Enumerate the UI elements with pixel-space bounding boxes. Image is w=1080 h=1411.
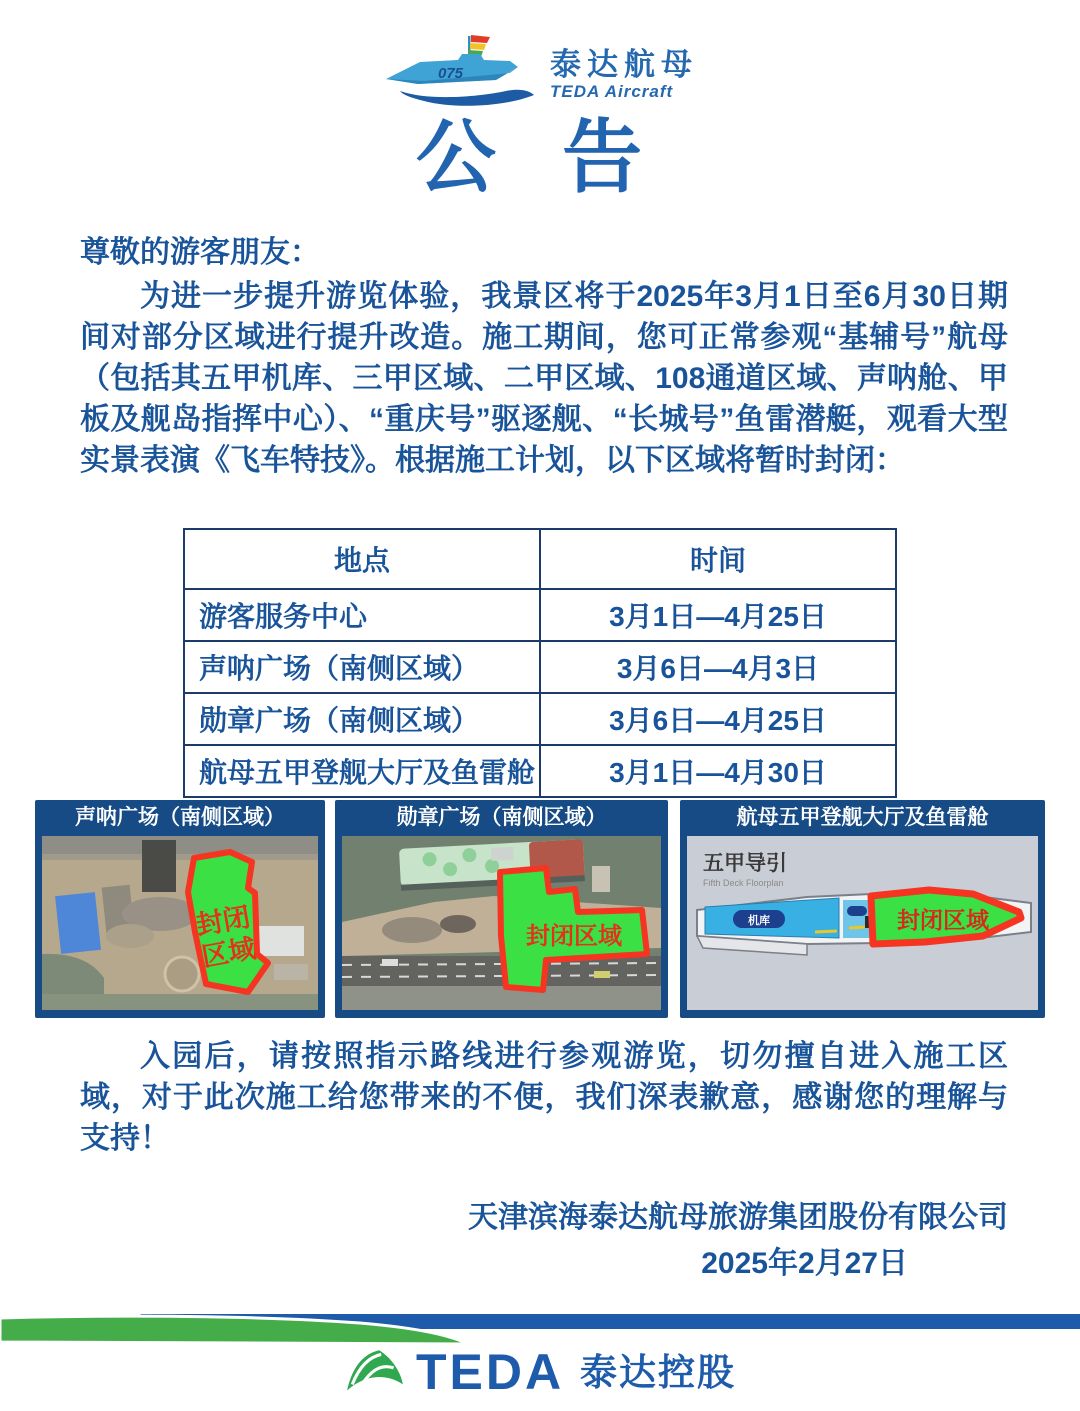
closure-location: 声呐广场（南侧区域） — [184, 641, 540, 693]
table-row — [184, 589, 896, 641]
paragraph-2: 入园后，请按照指示路线进行参观游览，切勿擅自进入施工区域，对于此次施工给您带来的不便，我们深表歉意，感谢您的理解与支持！ — [80, 1040, 1008, 1155]
sonar-plaza-aerial-image — [42, 836, 318, 1010]
closure-table — [183, 528, 897, 798]
signature-date: 2025年2月27日 — [701, 1247, 908, 1280]
paragraph-1: 为进一步提升游览体验，我景区将于2025年3月1日至6月30日期间对部分区域进行提升改造。施工期间，您可正常参观“基辅号”航母（包括其五甲机库、三甲区域、二甲区域、108通道区域、声呐舱、甲板及舰岛指挥中心）、“重庆号”驱逐舰、“长城号”鱼雷潜艇，观看大型实景表演《飞车特技》。根据施工计划，以下区域将暂时封闭： — [80, 280, 1008, 477]
closure-location: 勋章广场（南侧区域） — [184, 693, 540, 745]
table-row — [184, 641, 896, 693]
brand-name-en: TEDA Aircraft — [550, 81, 674, 101]
closed-area-label: 封闭区域 — [897, 907, 989, 933]
teda-aircraft-logo — [0, 34, 1080, 114]
footer-band — [0, 1310, 1080, 1346]
medal-plaza-aerial-image — [342, 836, 661, 1010]
floorplan-title: 五甲导引 — [703, 852, 787, 875]
greeting: 尊敬的游客朋友： — [80, 236, 320, 269]
signature-company: 天津滨海泰达航母旅游集团股份有限公司 — [468, 1201, 1008, 1234]
hangar-label: 机库 — [748, 915, 770, 927]
table-row — [184, 745, 896, 797]
floorplan-subtitle: Fifth Deck Floorplan — [703, 878, 784, 888]
footer-brand-en: TEDA — [415, 1344, 565, 1400]
fifth-deck-floorplan-image — [687, 836, 1038, 1010]
closure-time: 3月6日—4月3日 — [540, 641, 896, 693]
panel-sonar-plaza — [35, 800, 325, 1018]
flag-red — [471, 35, 490, 43]
table-row — [184, 693, 896, 745]
col-header-location: 地点 — [184, 529, 540, 589]
ship-number-label: 075 — [438, 65, 464, 82]
brand-text — [550, 46, 698, 101]
closed-area-label: 封闭区域 — [526, 923, 622, 950]
closure-map-panels — [0, 800, 1080, 1018]
closed-area-label: 封闭 — [193, 901, 253, 941]
closure-location: 航母五甲登舰大厅及鱼雷舱 — [184, 745, 540, 797]
closure-location: 游客服务中心 — [184, 589, 540, 641]
table-header-row — [184, 529, 896, 589]
panel-caption: 勋章广场（南侧区域） — [396, 806, 607, 829]
teda-holding-logo — [0, 1344, 1080, 1400]
col-header-time: 时间 — [540, 529, 896, 589]
closure-time: 3月1日—4月25日 — [540, 589, 896, 641]
panel-caption: 声呐广场（南侧区域） — [75, 806, 285, 829]
page-title: 公 告 — [415, 113, 665, 202]
brand-name-cn: 泰达航母 — [550, 46, 698, 82]
closure-time: 3月6日—4月25日 — [540, 693, 896, 745]
flag-yellow — [470, 43, 486, 50]
closed-area-label: 区域 — [199, 933, 258, 973]
closure-time: 3月1日—4月30日 — [540, 745, 896, 797]
teda-fan-icon — [344, 1347, 406, 1397]
panel-medal-plaza — [335, 800, 668, 1018]
panel-fifth-deck — [680, 800, 1045, 1018]
ship-logo-icon — [382, 34, 540, 114]
footer-brand-cn: 泰达控股 — [580, 1351, 737, 1393]
panel-caption: 航母五甲登舰大厅及鱼雷舱 — [736, 806, 989, 829]
